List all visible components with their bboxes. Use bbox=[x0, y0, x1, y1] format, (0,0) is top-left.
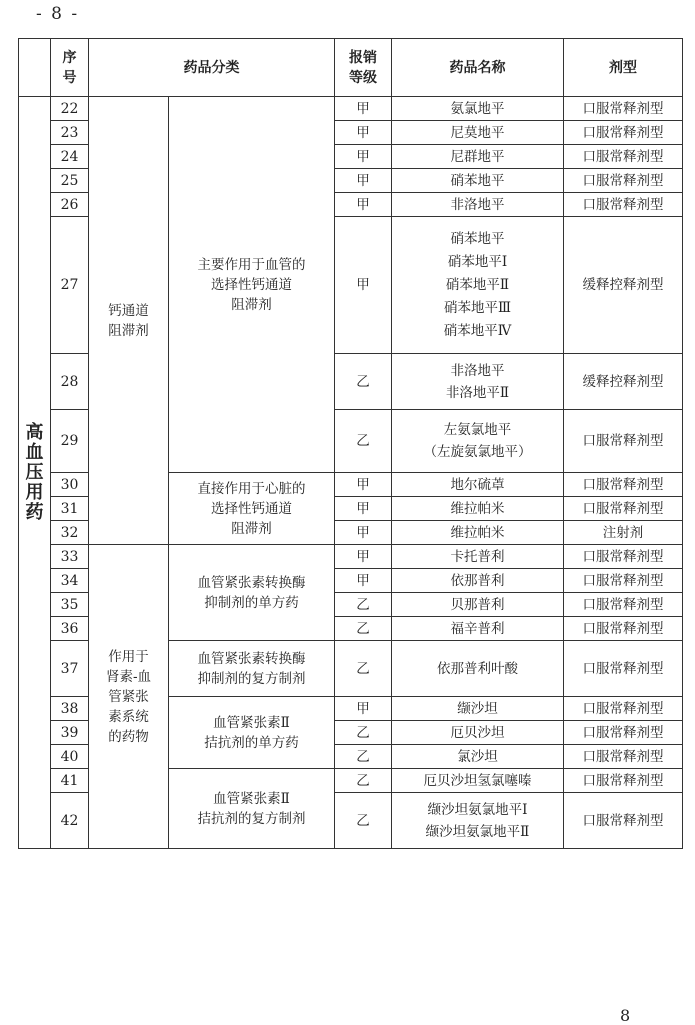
row-no: 26 bbox=[51, 193, 89, 217]
row-no: 22 bbox=[51, 97, 89, 121]
row-form: 口服常释剂型 bbox=[564, 545, 683, 569]
row-level: 乙 bbox=[335, 410, 392, 473]
row-no: 24 bbox=[51, 145, 89, 169]
row-name: 地尔硫䓬 bbox=[392, 473, 564, 497]
row-level: 乙 bbox=[335, 769, 392, 793]
row-form: 缓释控释剂型 bbox=[564, 354, 683, 410]
row-form: 注射剂 bbox=[564, 521, 683, 545]
row-level: 乙 bbox=[335, 354, 392, 410]
row-level: 乙 bbox=[335, 641, 392, 697]
row-no: 42 bbox=[51, 793, 89, 849]
drug-table bbox=[18, 38, 683, 849]
row-name: 维拉帕米 bbox=[392, 497, 564, 521]
row-name: 维拉帕米 bbox=[392, 521, 564, 545]
row-level: 甲 bbox=[335, 145, 392, 169]
row-form: 口服常释剂型 bbox=[564, 497, 683, 521]
row-level: 乙 bbox=[335, 793, 392, 849]
row-no: 39 bbox=[51, 721, 89, 745]
row-no: 23 bbox=[51, 121, 89, 145]
row-name: 氨氯地平 bbox=[392, 97, 564, 121]
row-name: 缬沙坦氨氯地平Ⅰ 缬沙坦氨氯地平Ⅱ bbox=[392, 793, 564, 849]
row-level: 甲 bbox=[335, 497, 392, 521]
page-number-top: - 8 - bbox=[36, 4, 80, 24]
category-ccb-vascular: 主要作用于血管的 选择性钙通道 阻滞剂 bbox=[169, 97, 335, 473]
row-no: 37 bbox=[51, 641, 89, 697]
row-name: 依那普利叶酸 bbox=[392, 641, 564, 697]
row-no: 29 bbox=[51, 410, 89, 473]
row-form: 口服常释剂型 bbox=[564, 193, 683, 217]
table-row bbox=[19, 97, 683, 121]
row-name: 非洛地平 bbox=[392, 193, 564, 217]
row-name: 厄贝沙坦氢氯噻嗪 bbox=[392, 769, 564, 793]
row-form: 口服常释剂型 bbox=[564, 97, 683, 121]
row-level: 甲 bbox=[335, 121, 392, 145]
row-name: 卡托普利 bbox=[392, 545, 564, 569]
row-name: 非洛地平 非洛地平Ⅱ bbox=[392, 354, 564, 410]
row-name: 硝苯地平 硝苯地平Ⅰ 硝苯地平Ⅱ 硝苯地平Ⅲ 硝苯地平Ⅳ bbox=[392, 217, 564, 354]
category-ras: 作用于 肾素-血 管紧张 素系统 的药物 bbox=[89, 545, 169, 849]
header-form: 剂型 bbox=[564, 39, 683, 97]
row-name: 尼群地平 bbox=[392, 145, 564, 169]
category-arb-single: 血管紧张素Ⅱ 拮抗剂的单方药 bbox=[169, 697, 335, 769]
row-level: 甲 bbox=[335, 545, 392, 569]
row-form: 口服常释剂型 bbox=[564, 793, 683, 849]
header-seq: 序 号 bbox=[51, 39, 89, 97]
category-acei-combo: 血管紧张素转换酶 抑制剂的复方制剂 bbox=[169, 641, 335, 697]
row-level: 乙 bbox=[335, 593, 392, 617]
row-no: 25 bbox=[51, 169, 89, 193]
header-row bbox=[19, 39, 683, 97]
row-level: 乙 bbox=[335, 745, 392, 769]
row-form: 口服常释剂型 bbox=[564, 721, 683, 745]
row-name: 福辛普利 bbox=[392, 617, 564, 641]
row-level: 乙 bbox=[335, 617, 392, 641]
row-form: 口服常释剂型 bbox=[564, 145, 683, 169]
row-no: 40 bbox=[51, 745, 89, 769]
category-ccb-cardiac: 直接作用于心脏的 选择性钙通道 阻滞剂 bbox=[169, 473, 335, 545]
row-form: 口服常释剂型 bbox=[564, 473, 683, 497]
row-name: 尼莫地平 bbox=[392, 121, 564, 145]
row-no: 33 bbox=[51, 545, 89, 569]
row-form: 口服常释剂型 bbox=[564, 593, 683, 617]
row-name: 厄贝沙坦 bbox=[392, 721, 564, 745]
row-no: 41 bbox=[51, 769, 89, 793]
row-no: 38 bbox=[51, 697, 89, 721]
row-level: 甲 bbox=[335, 97, 392, 121]
category-ccb: 钙通道 阻滞剂 bbox=[89, 97, 169, 545]
row-name: 氯沙坦 bbox=[392, 745, 564, 769]
row-no: 27 bbox=[51, 217, 89, 354]
row-level: 甲 bbox=[335, 473, 392, 497]
row-no: 31 bbox=[51, 497, 89, 521]
row-form: 口服常释剂型 bbox=[564, 121, 683, 145]
header-level: 报销 等级 bbox=[335, 39, 392, 97]
header-name: 药品名称 bbox=[392, 39, 564, 97]
page-number-bottom: 8 bbox=[620, 1006, 631, 1025]
category-main: 高 血 压 用 药 bbox=[19, 97, 51, 849]
category-arb-combo: 血管紧张素Ⅱ 拮抗剂的复方制剂 bbox=[169, 769, 335, 849]
row-level: 甲 bbox=[335, 193, 392, 217]
row-name: 缬沙坦 bbox=[392, 697, 564, 721]
row-name: 贝那普利 bbox=[392, 593, 564, 617]
row-form: 缓释控释剂型 bbox=[564, 217, 683, 354]
row-name: 左氨氯地平 （左旋氨氯地平） bbox=[392, 410, 564, 473]
header-category: 药品分类 bbox=[89, 39, 335, 97]
row-no: 34 bbox=[51, 569, 89, 593]
row-no: 28 bbox=[51, 354, 89, 410]
row-form: 口服常释剂型 bbox=[564, 569, 683, 593]
row-level: 甲 bbox=[335, 169, 392, 193]
row-level: 乙 bbox=[335, 721, 392, 745]
category-acei-single: 血管紧张素转换酶 抑制剂的单方药 bbox=[169, 545, 335, 641]
row-form: 口服常释剂型 bbox=[564, 617, 683, 641]
header-blank bbox=[19, 39, 51, 97]
row-form: 口服常释剂型 bbox=[564, 410, 683, 473]
row-no: 32 bbox=[51, 521, 89, 545]
row-no: 30 bbox=[51, 473, 89, 497]
row-form: 口服常释剂型 bbox=[564, 697, 683, 721]
row-level: 甲 bbox=[335, 217, 392, 354]
row-form: 口服常释剂型 bbox=[564, 169, 683, 193]
row-no: 35 bbox=[51, 593, 89, 617]
row-no: 36 bbox=[51, 617, 89, 641]
row-form: 口服常释剂型 bbox=[564, 745, 683, 769]
table-row bbox=[19, 545, 683, 569]
row-form: 口服常释剂型 bbox=[564, 641, 683, 697]
row-form: 口服常释剂型 bbox=[564, 769, 683, 793]
row-level: 甲 bbox=[335, 521, 392, 545]
row-name: 依那普利 bbox=[392, 569, 564, 593]
row-level: 甲 bbox=[335, 569, 392, 593]
row-name: 硝苯地平 bbox=[392, 169, 564, 193]
row-level: 甲 bbox=[335, 697, 392, 721]
